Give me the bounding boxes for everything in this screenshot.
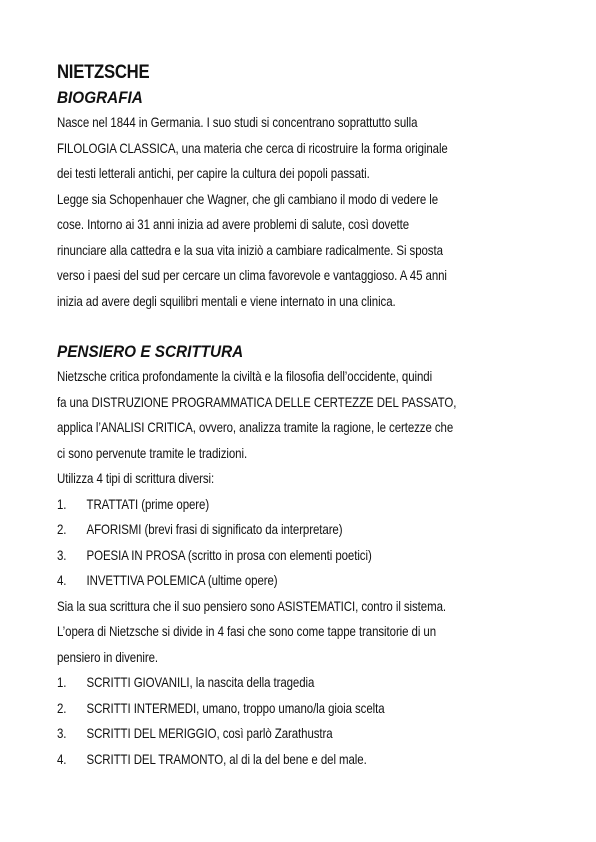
pensiero-intro [57,364,557,492]
list-number: 1. [57,495,67,512]
pensiero-middle [57,594,557,671]
text-line: Utilizza 4 tipi di scrittura diversi: [57,470,215,486]
list-text: AFORISMI (brevi frasi di significato da interpretare) [86,521,343,537]
text-line: fa una DISTRUZIONE PROGRAMMATICA DELLE CERTEZZE DEL PASSATO, [57,393,457,410]
list-text: SCRITTI GIOVANILI, la nascita della tragedia [86,674,315,690]
list-item [57,747,467,773]
list-item [57,517,467,543]
section-spacer [57,314,557,340]
section-heading-biografia: BIOGRAFIA [57,88,143,107]
section-heading-pensiero: PENSIERO E SCRITTURA [57,342,244,361]
text-line: pensiero in divenire. [57,648,159,665]
text-line: dei testi letterali antichi, per capire la cultura dei popoli passati. [57,165,370,181]
writing-types-list [57,492,557,594]
text-line: verso i paesi del sud per cercare un clima favorevole e vantaggioso. A 45 anni [57,267,447,283]
text-line: FILOLOGIA CLASSICA, una materia che cerca di ricostruire la forma originale [57,139,448,156]
list-number: 3. [57,725,67,741]
text-line: Nietzsche critica profondamente la civiltà e la filosofia dell’occidente, quindi [57,368,433,384]
text-line: Nasce nel 1844 in Germania. I suo studi si concentrano soprattutto sulla [57,114,418,130]
list-number: 2. [57,521,67,537]
text-line: cose. Intorno ai 31 anni inizia ad avere problemi di salute, così dovette [57,216,410,232]
document-page [57,60,557,772]
list-text: INVETTIVA POLEMICA (ultime opere) [86,572,278,588]
list-text: SCRITTI DEL MERIGGIO, così parlò Zarathustra [86,725,333,741]
document-title: NIETZSCHE [57,62,150,83]
list-item [57,721,467,747]
list-number: 4. [57,750,67,767]
list-item [57,670,467,696]
list-item [57,568,467,594]
list-number: 2. [57,699,67,716]
text-line: Sia la sua scrittura che il suo pensiero sono ASISTEMATICI, contro il sistema. [57,597,446,614]
list-number: 1. [57,674,67,690]
text-line: L’opera di Nietzsche si divide in 4 fasi che sono come tappe transitorie di un [57,623,437,639]
text-line: ci sono pervenute tramite le tradizioni. [57,444,248,461]
list-text: SCRITTI INTERMEDI, umano, troppo umano/la gioia scelta [86,699,385,716]
phases-list [57,670,557,772]
text-line: rinunciare alla cattedra e la sua vita iniziò a cambiare radicalmente. Si sposta [57,241,443,258]
list-item [57,543,467,569]
list-text: SCRITTI DEL TRAMONTO, al di la del bene e del male. [86,750,367,767]
biografia-paragraph [57,110,557,314]
text-line: inizia ad avere degli squilibri mentali e viene internato in una clinica. [57,292,396,309]
list-number: 4. [57,572,67,588]
text-line: Legge sia Schopenhauer che Wagner, che gli cambiano il modo di vedere le [57,190,439,207]
list-number: 3. [57,546,67,563]
list-item [57,492,467,518]
list-text: POESIA IN PROSA (scritto in prosa con elementi poetici) [86,546,372,563]
text-line: applica l’ANALISI CRITICA, ovvero, analizza tramite la ragione, le certezze che [57,419,454,435]
list-item [57,696,467,722]
list-text: TRATTATI (prime opere) [86,495,210,512]
